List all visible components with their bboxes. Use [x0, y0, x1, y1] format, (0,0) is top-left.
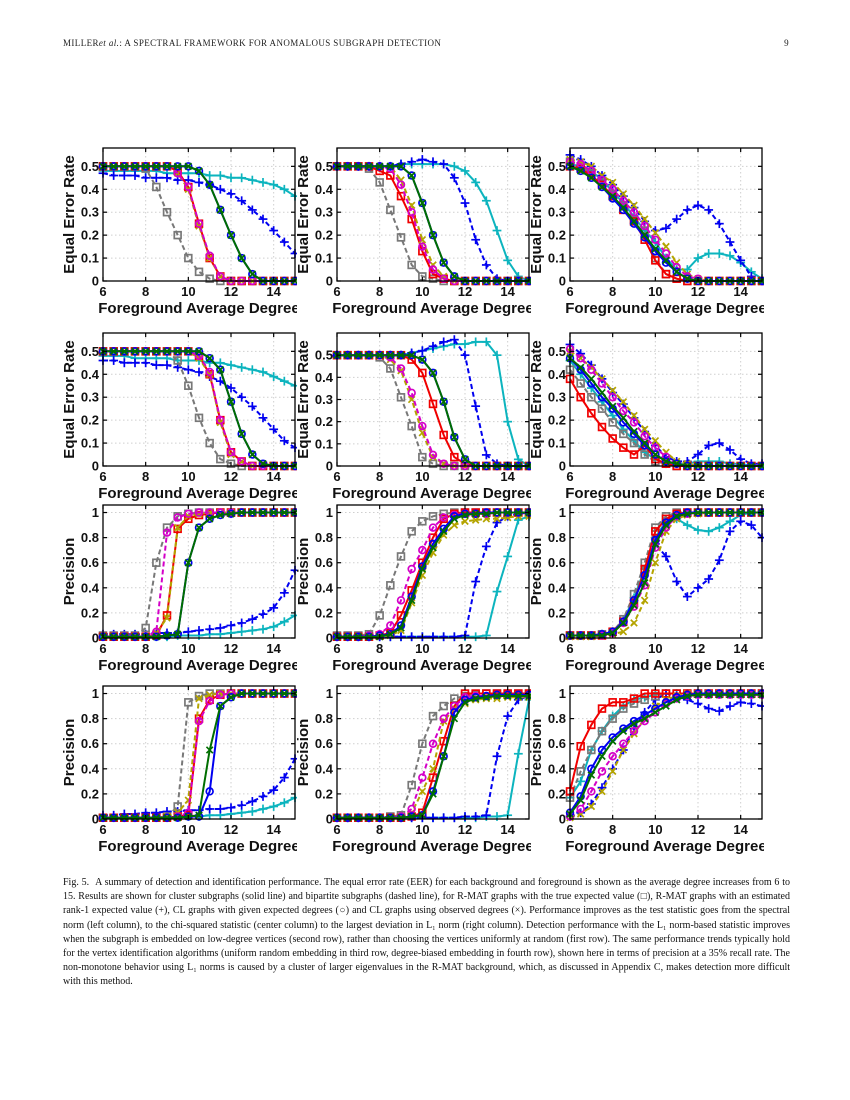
svg-text:14: 14	[266, 641, 281, 656]
chart-svg-eer-l1-uniform	[529, 137, 764, 317]
x-axis-label: Foreground Average Degree	[332, 838, 531, 855]
chart-precision-chisq-uniform	[296, 494, 531, 674]
svg-text:14: 14	[500, 641, 515, 656]
x-axis-label: Foreground Average Degree	[565, 657, 764, 674]
svg-text:12: 12	[223, 641, 239, 656]
svg-text:12: 12	[457, 822, 473, 837]
svg-text:0: 0	[91, 811, 99, 827]
svg-text:12: 12	[457, 284, 473, 299]
svg-text:0.1: 0.1	[547, 250, 566, 266]
svg-text:14: 14	[266, 822, 281, 837]
svg-text:8: 8	[609, 284, 617, 299]
y-axis-label: Precision	[296, 537, 312, 606]
svg-text:8: 8	[142, 641, 150, 656]
running-title	[63, 38, 441, 48]
svg-text:0.2: 0.2	[547, 605, 566, 621]
svg-text:0: 0	[325, 273, 333, 289]
svg-text:0.5: 0.5	[80, 343, 99, 359]
axes	[529, 333, 764, 502]
svg-text:0.1: 0.1	[314, 250, 333, 266]
chart-svg-precision-chisq-degreebiased	[296, 675, 531, 855]
svg-text:6: 6	[333, 641, 341, 656]
x-axis-label: Foreground Average Degree	[98, 300, 297, 317]
svg-text:14: 14	[733, 284, 748, 299]
svg-text:1: 1	[91, 505, 99, 521]
svg-text:10: 10	[648, 822, 663, 837]
series-rank1_bip	[566, 340, 764, 468]
svg-text:0.4: 0.4	[547, 580, 566, 596]
series-true_bip	[100, 348, 297, 469]
svg-text:10: 10	[415, 641, 430, 656]
svg-text:0.3: 0.3	[314, 392, 333, 407]
svg-text:0.4: 0.4	[80, 761, 99, 777]
svg-text:14: 14	[266, 284, 281, 299]
svg-text:0.2: 0.2	[547, 227, 566, 243]
y-axis-label: Equal Error Rate	[296, 155, 312, 274]
svg-text:0: 0	[91, 458, 99, 474]
chart-precision-spectral-uniform	[62, 494, 297, 674]
svg-text:0: 0	[325, 811, 333, 827]
svg-text:0.6: 0.6	[547, 555, 566, 571]
svg-text:0.6: 0.6	[80, 736, 99, 752]
svg-text:0.3: 0.3	[314, 204, 333, 220]
page-number: 9	[784, 38, 789, 48]
series-rank1_bip	[333, 692, 531, 823]
svg-text:0.4: 0.4	[314, 369, 333, 385]
chart-svg-precision-spectral-uniform	[62, 494, 297, 674]
svg-text:14: 14	[733, 469, 748, 484]
page-header	[63, 38, 789, 48]
svg-text:0.4: 0.4	[314, 761, 333, 777]
series-rank1_clu	[333, 695, 531, 822]
svg-text:6: 6	[566, 641, 574, 656]
svg-text:1: 1	[558, 505, 566, 521]
svg-text:10: 10	[648, 469, 663, 484]
chart-eer-spectral-uniform	[62, 137, 297, 317]
svg-text:10: 10	[415, 469, 430, 484]
svg-text:0: 0	[325, 458, 333, 474]
svg-text:0: 0	[91, 273, 99, 289]
svg-text:8: 8	[142, 822, 150, 837]
series-obs_bip	[100, 690, 297, 821]
x-axis-label: Foreground Average Degree	[98, 838, 297, 855]
svg-text:0.1: 0.1	[80, 250, 99, 266]
chart-svg-eer-chisq-uniform	[296, 137, 531, 317]
svg-text:8: 8	[376, 822, 384, 837]
svg-text:10: 10	[648, 284, 663, 299]
svg-text:14: 14	[733, 822, 748, 837]
svg-text:6: 6	[99, 284, 107, 299]
svg-text:0: 0	[325, 630, 333, 646]
svg-text:6: 6	[566, 284, 574, 299]
svg-text:8: 8	[142, 469, 150, 484]
svg-text:6: 6	[99, 641, 107, 656]
svg-text:8: 8	[376, 641, 384, 656]
chart-svg-precision-l1-degreebiased	[529, 675, 764, 855]
running-title-etal: et al.	[98, 38, 120, 48]
svg-text:0.4: 0.4	[80, 366, 99, 382]
svg-text:12: 12	[690, 469, 706, 484]
axes	[529, 505, 764, 674]
svg-text:6: 6	[99, 469, 107, 484]
svg-text:12: 12	[223, 822, 239, 837]
series-obs_clu	[100, 690, 297, 821]
chart-svg-eer-l1-lowdegree	[529, 322, 764, 502]
y-axis-label: Equal Error Rate	[529, 155, 545, 274]
svg-text:12: 12	[690, 284, 706, 299]
svg-text:8: 8	[609, 822, 617, 837]
x-axis-label: Foreground Average Degree	[98, 485, 297, 502]
y-axis-label: Precision	[62, 718, 78, 787]
svg-text:0.2: 0.2	[314, 414, 333, 430]
chart-svg-precision-spectral-degreebiased	[62, 675, 297, 855]
running-title-authors: MILLER	[63, 38, 99, 48]
svg-text:8: 8	[376, 469, 384, 484]
svg-text:0.2: 0.2	[314, 605, 333, 621]
chart-precision-l1-uniform	[529, 494, 764, 674]
svg-text:0.2: 0.2	[80, 786, 99, 802]
svg-text:0.4: 0.4	[314, 181, 333, 197]
svg-text:0.4: 0.4	[547, 181, 566, 197]
svg-text:0.8: 0.8	[314, 711, 333, 727]
svg-text:0.5: 0.5	[547, 158, 566, 174]
running-title-rest: : A SPECTRAL FRAMEWORK FOR ANOMALOUS SUBGRAPH DETECTION	[119, 38, 442, 48]
svg-text:8: 8	[609, 641, 617, 656]
svg-text:0.4: 0.4	[314, 580, 333, 596]
svg-text:0.6: 0.6	[80, 555, 99, 571]
svg-text:0.2: 0.2	[547, 786, 566, 802]
svg-text:10: 10	[181, 469, 196, 484]
svg-text:10: 10	[415, 822, 430, 837]
x-axis-label: Foreground Average Degree	[332, 485, 531, 502]
chart-eer-l1-lowdegree	[529, 322, 764, 502]
svg-text:0.2: 0.2	[547, 412, 566, 428]
svg-text:12: 12	[457, 641, 473, 656]
svg-text:0.2: 0.2	[80, 412, 99, 428]
svg-text:0.4: 0.4	[547, 366, 566, 382]
chart-svg-eer-spectral-uniform	[62, 137, 297, 317]
svg-text:10: 10	[181, 822, 196, 837]
svg-text:0.4: 0.4	[547, 761, 566, 777]
svg-text:8: 8	[142, 284, 150, 299]
svg-text:0.5: 0.5	[314, 347, 333, 363]
axes	[296, 686, 531, 855]
svg-text:1: 1	[325, 686, 333, 702]
series-given_bip	[567, 509, 764, 639]
svg-text:0.3: 0.3	[547, 204, 566, 220]
svg-text:10: 10	[181, 284, 196, 299]
series-true_clu	[100, 348, 297, 469]
series-obs_bip	[100, 348, 297, 469]
y-axis-label: Equal Error Rate	[62, 340, 78, 459]
svg-text:0.2: 0.2	[314, 227, 333, 243]
svg-text:0.2: 0.2	[80, 227, 99, 243]
series-rank1_bip	[99, 754, 297, 819]
svg-text:0.8: 0.8	[547, 530, 566, 546]
svg-text:6: 6	[333, 822, 341, 837]
chart-precision-chisq-biased	[296, 675, 531, 855]
svg-text:12: 12	[690, 822, 706, 837]
figure-caption-text: A summary of detection and identification performance. The equal error rate (EER) for each background and foreground is shown as the average degree increases from 6 to 15. Results are shown for cluster subgraphs (solid line) and bipartite subgraphs (dashed line), for R-MAT graphs with the true expected value (□), R-MAT graphs with an estimated rank-1 expected value (+), CL graphs with given expected degrees (○) and CL graphs using observed degrees (×). Performance improves as the test statistic goes from the spectral norm (left column), to the chi-squared statistic (center column) to the largest deviation in L₁ norm (right column). Detection performance with the L₁ norm-based statistic improves when the subgraph is embedded on low-degree vertices (second row), rather than choosing the vertices uniformly at random (first row). The same performance trends typically hold for the vertex identification algorithms (uniform random embedding in third row, degree-biased embedding in fourth row), shown here in terms of precision at a 35% recall rate. The non-monotone behavior using L₁ norms is caused by a cluster of larger eigenvalues in the R-MAT background, which, as discussed in Appendix C, makes detection more difficult with this method.	[63, 877, 790, 988]
svg-text:0.8: 0.8	[547, 711, 566, 727]
svg-text:0.1: 0.1	[314, 436, 333, 452]
svg-text:12: 12	[690, 641, 706, 656]
svg-text:10: 10	[181, 641, 196, 656]
svg-text:0.1: 0.1	[547, 435, 566, 451]
x-axis-label: Foreground Average Degree	[565, 300, 764, 317]
series-obs_clu	[100, 509, 297, 640]
svg-text:12: 12	[457, 469, 473, 484]
svg-text:12: 12	[223, 284, 239, 299]
y-axis-label: Precision	[529, 718, 545, 787]
svg-text:0.3: 0.3	[80, 204, 99, 220]
x-axis-label: Foreground Average Degree	[565, 485, 764, 502]
series-true_bip	[100, 690, 297, 821]
svg-text:14: 14	[500, 284, 515, 299]
svg-text:0.8: 0.8	[314, 530, 333, 546]
svg-text:1: 1	[91, 686, 99, 702]
x-axis-label: Foreground Average Degree	[98, 657, 297, 674]
series-obs_bip	[567, 690, 764, 821]
svg-text:12: 12	[223, 469, 239, 484]
y-axis-label: Equal Error Rate	[62, 155, 78, 274]
x-axis-label: Foreground Average Degree	[332, 300, 531, 317]
svg-text:0.5: 0.5	[314, 158, 333, 174]
y-axis-label: Precision	[529, 537, 545, 606]
svg-text:0.6: 0.6	[547, 736, 566, 752]
chart-eer-chisq-uniform	[296, 137, 531, 317]
svg-text:0: 0	[558, 630, 566, 646]
svg-text:0.3: 0.3	[547, 389, 566, 405]
svg-text:1: 1	[558, 686, 566, 702]
y-axis-label: Equal Error Rate	[529, 340, 545, 459]
svg-text:14: 14	[500, 469, 515, 484]
chart-svg-eer-spectral-lowdegree	[62, 322, 297, 502]
svg-text:10: 10	[415, 284, 430, 299]
svg-text:0: 0	[558, 811, 566, 827]
svg-text:0.5: 0.5	[547, 343, 566, 359]
svg-text:0.6: 0.6	[314, 736, 333, 752]
chart-svg-eer-chisq-lowdegree	[296, 322, 531, 502]
svg-text:6: 6	[333, 469, 341, 484]
series-rank1_bip	[566, 689, 764, 821]
series-obs_clu	[100, 348, 297, 469]
gridlines	[337, 686, 529, 819]
y-axis-label: Equal Error Rate	[296, 340, 312, 459]
svg-text:0.2: 0.2	[314, 786, 333, 802]
x-axis-label: Foreground Average Degree	[332, 657, 531, 674]
svg-text:14: 14	[733, 641, 748, 656]
svg-text:0.8: 0.8	[80, 711, 99, 727]
chart-precision-l1-biased	[529, 675, 764, 855]
svg-text:6: 6	[333, 284, 341, 299]
series-given_clu	[100, 690, 297, 821]
chart-svg-precision-l1-uniform	[529, 494, 764, 674]
svg-text:10: 10	[648, 641, 663, 656]
svg-text:0.2: 0.2	[80, 605, 99, 621]
axes	[62, 686, 297, 855]
y-axis-label: Precision	[296, 718, 312, 787]
series-true_clu	[100, 690, 297, 821]
svg-text:0.5: 0.5	[80, 158, 99, 174]
figure-caption	[63, 876, 790, 990]
svg-text:14: 14	[266, 469, 281, 484]
figure-caption-label: Fig. 5.	[63, 877, 90, 888]
chart-eer-spectral-lowdegree	[62, 322, 297, 502]
chart-eer-chisq-lowdegree	[296, 322, 531, 502]
svg-text:14: 14	[500, 822, 515, 837]
series-rank1_bip	[99, 356, 297, 452]
series-given_bip	[100, 690, 297, 821]
svg-text:0.8: 0.8	[80, 530, 99, 546]
svg-text:0.3: 0.3	[80, 389, 99, 405]
chart-eer-l1-uniform	[529, 137, 764, 317]
svg-text:0.1: 0.1	[80, 435, 99, 451]
svg-text:6: 6	[566, 822, 574, 837]
series-given_bip	[334, 163, 531, 284]
svg-text:0.4: 0.4	[80, 580, 99, 596]
y-axis-label: Precision	[62, 537, 78, 606]
x-axis-label: Foreground Average Degree	[565, 838, 764, 855]
series-obs_bip	[567, 348, 764, 469]
svg-text:0.4: 0.4	[80, 181, 99, 197]
svg-text:6: 6	[566, 469, 574, 484]
svg-text:0: 0	[91, 630, 99, 646]
svg-text:0: 0	[558, 273, 566, 289]
chart-precision-spectral-biased	[62, 675, 297, 855]
series-given_bip	[100, 348, 297, 469]
chart-svg-precision-chisq-uniform	[296, 494, 531, 674]
svg-text:8: 8	[376, 284, 384, 299]
svg-text:8: 8	[609, 469, 617, 484]
svg-text:0.6: 0.6	[314, 555, 333, 571]
svg-text:0: 0	[558, 458, 566, 474]
svg-text:1: 1	[325, 505, 333, 521]
series-given_clu	[100, 348, 297, 469]
svg-text:6: 6	[99, 822, 107, 837]
series-given_bip	[567, 691, 764, 820]
